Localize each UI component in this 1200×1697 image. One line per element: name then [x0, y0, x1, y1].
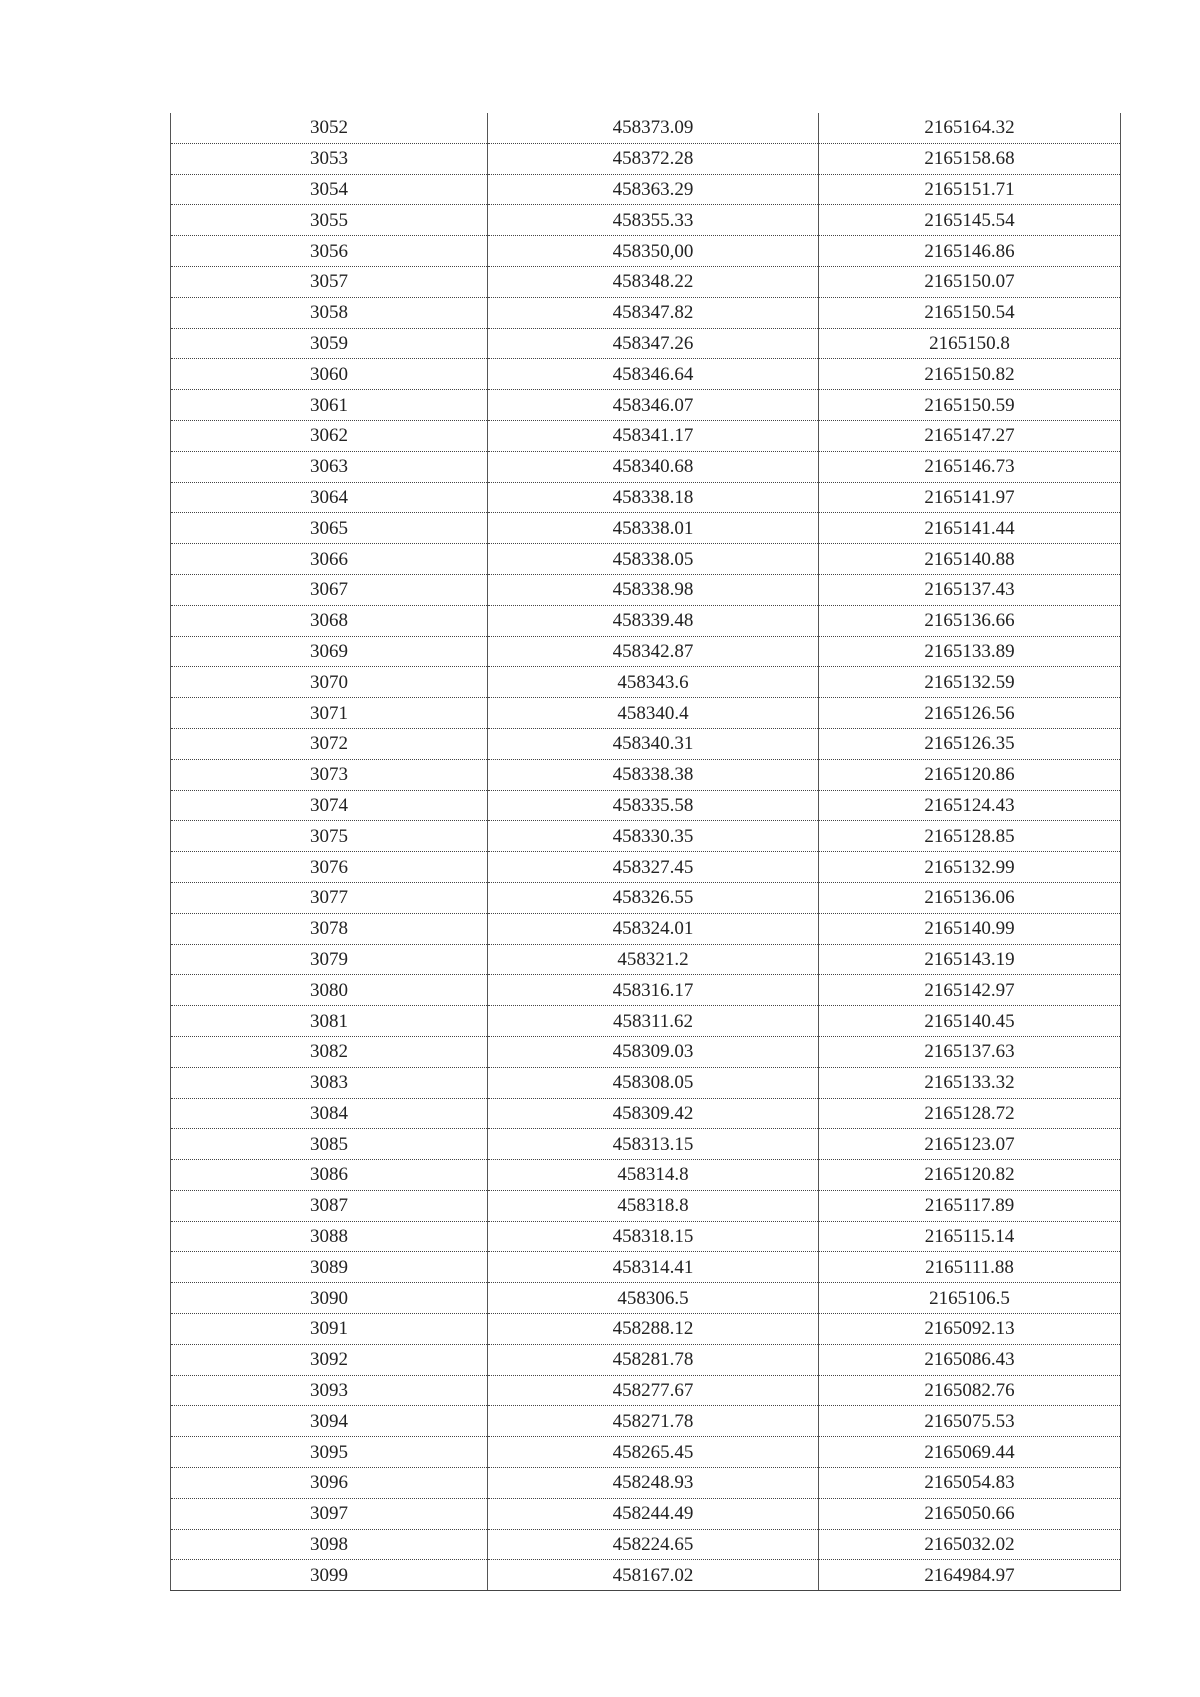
y-coordinate-cell: 2165086.43	[819, 1344, 1121, 1375]
point-number-cell: 3061	[171, 390, 488, 421]
x-coordinate-cell: 458324.01	[488, 913, 819, 944]
table-row	[171, 1560, 1121, 1591]
y-coordinate-cell: 2165126.56	[819, 698, 1121, 729]
table-row	[171, 944, 1121, 975]
y-coordinate-cell: 2165120.86	[819, 759, 1121, 790]
y-coordinate-cell: 2165075.53	[819, 1406, 1121, 1437]
table-row	[171, 1221, 1121, 1252]
point-number-cell: 3095	[171, 1437, 488, 1468]
y-coordinate-cell: 2164984.97	[819, 1560, 1121, 1591]
table-row	[171, 882, 1121, 913]
y-coordinate-cell: 2165032.02	[819, 1529, 1121, 1560]
table-row	[171, 821, 1121, 852]
point-number-cell: 3083	[171, 1067, 488, 1098]
table-row	[171, 1129, 1121, 1160]
y-coordinate-cell: 2165124.43	[819, 790, 1121, 821]
table-row	[171, 913, 1121, 944]
y-coordinate-cell: 2165111.88	[819, 1252, 1121, 1283]
y-coordinate-cell: 2165136.66	[819, 605, 1121, 636]
x-coordinate-cell: 458339.48	[488, 605, 819, 636]
table-row	[171, 1344, 1121, 1375]
table-row	[171, 1190, 1121, 1221]
table-row	[171, 852, 1121, 883]
coordinates-table	[170, 113, 1121, 1591]
y-coordinate-cell: 2165141.44	[819, 513, 1121, 544]
x-coordinate-cell: 458244.49	[488, 1498, 819, 1529]
x-coordinate-cell: 458281.78	[488, 1344, 819, 1375]
point-number-cell: 3082	[171, 1036, 488, 1067]
table-row	[171, 1006, 1121, 1037]
point-number-cell: 3057	[171, 266, 488, 297]
y-coordinate-cell: 2165146.86	[819, 236, 1121, 267]
y-coordinate-cell: 2165123.07	[819, 1129, 1121, 1160]
y-coordinate-cell: 2165069.44	[819, 1437, 1121, 1468]
table-row	[171, 636, 1121, 667]
x-coordinate-cell: 458306.5	[488, 1283, 819, 1314]
table-row	[171, 266, 1121, 297]
table-row	[171, 513, 1121, 544]
table-row	[171, 574, 1121, 605]
point-number-cell: 3086	[171, 1160, 488, 1191]
table-row	[171, 328, 1121, 359]
x-coordinate-cell: 458316.17	[488, 975, 819, 1006]
point-number-cell: 3062	[171, 420, 488, 451]
x-coordinate-cell: 458340.4	[488, 698, 819, 729]
point-number-cell: 3098	[171, 1529, 488, 1560]
table-row	[171, 1283, 1121, 1314]
point-number-cell: 3054	[171, 174, 488, 205]
point-number-cell: 3053	[171, 143, 488, 174]
x-coordinate-cell: 458318.8	[488, 1190, 819, 1221]
x-coordinate-cell: 458373.09	[488, 113, 819, 143]
point-number-cell: 3059	[171, 328, 488, 359]
y-coordinate-cell: 2165054.83	[819, 1468, 1121, 1499]
point-number-cell: 3052	[171, 113, 488, 143]
y-coordinate-cell: 2165133.32	[819, 1067, 1121, 1098]
y-coordinate-cell: 2165147.27	[819, 420, 1121, 451]
point-number-cell: 3056	[171, 236, 488, 267]
table-row	[171, 236, 1121, 267]
x-coordinate-cell: 458335.58	[488, 790, 819, 821]
point-number-cell: 3067	[171, 574, 488, 605]
y-coordinate-cell: 2165136.06	[819, 882, 1121, 913]
x-coordinate-cell: 458309.03	[488, 1036, 819, 1067]
table-row	[171, 113, 1121, 143]
point-number-cell: 3079	[171, 944, 488, 975]
table-row	[171, 1406, 1121, 1437]
y-coordinate-cell: 2165115.14	[819, 1221, 1121, 1252]
table-row	[171, 1252, 1121, 1283]
point-number-cell: 3092	[171, 1344, 488, 1375]
y-coordinate-cell: 2165151.71	[819, 174, 1121, 205]
point-number-cell: 3071	[171, 698, 488, 729]
table-row	[171, 482, 1121, 513]
x-coordinate-cell: 458330.35	[488, 821, 819, 852]
table-row	[171, 143, 1121, 174]
x-coordinate-cell: 458347.82	[488, 297, 819, 328]
y-coordinate-cell: 2165050.66	[819, 1498, 1121, 1529]
x-coordinate-cell: 458277.67	[488, 1375, 819, 1406]
point-number-cell: 3081	[171, 1006, 488, 1037]
table-row	[171, 1375, 1121, 1406]
point-number-cell: 3075	[171, 821, 488, 852]
x-coordinate-cell: 458326.55	[488, 882, 819, 913]
x-coordinate-cell: 458338.98	[488, 574, 819, 605]
y-coordinate-cell: 2165150.59	[819, 390, 1121, 421]
point-number-cell: 3063	[171, 451, 488, 482]
table-row	[171, 1160, 1121, 1191]
table-row	[171, 174, 1121, 205]
point-number-cell: 3085	[171, 1129, 488, 1160]
y-coordinate-cell: 2165082.76	[819, 1375, 1121, 1406]
x-coordinate-cell: 458314.8	[488, 1160, 819, 1191]
x-coordinate-cell: 458248.93	[488, 1468, 819, 1499]
y-coordinate-cell: 2165132.59	[819, 667, 1121, 698]
x-coordinate-cell: 458265.45	[488, 1437, 819, 1468]
x-coordinate-cell: 458343.6	[488, 667, 819, 698]
x-coordinate-cell: 458309.42	[488, 1098, 819, 1129]
y-coordinate-cell: 2165150.07	[819, 266, 1121, 297]
y-coordinate-cell: 2165142.97	[819, 975, 1121, 1006]
point-number-cell: 3066	[171, 544, 488, 575]
y-coordinate-cell: 2165133.89	[819, 636, 1121, 667]
y-coordinate-cell: 2165164.32	[819, 113, 1121, 143]
table-row	[171, 359, 1121, 390]
x-coordinate-cell: 458338.18	[488, 482, 819, 513]
point-number-cell: 3077	[171, 882, 488, 913]
x-coordinate-cell: 458346.64	[488, 359, 819, 390]
y-coordinate-cell: 2165140.45	[819, 1006, 1121, 1037]
point-number-cell: 3058	[171, 297, 488, 328]
x-coordinate-cell: 458372.28	[488, 143, 819, 174]
point-number-cell: 3084	[171, 1098, 488, 1129]
table-row	[171, 1437, 1121, 1468]
y-coordinate-cell: 2165143.19	[819, 944, 1121, 975]
x-coordinate-cell: 458167.02	[488, 1560, 819, 1591]
point-number-cell: 3068	[171, 605, 488, 636]
point-number-cell: 3072	[171, 728, 488, 759]
y-coordinate-cell: 2165092.13	[819, 1314, 1121, 1345]
point-number-cell: 3070	[171, 667, 488, 698]
table-row	[171, 451, 1121, 482]
x-coordinate-cell: 458271.78	[488, 1406, 819, 1437]
y-coordinate-cell: 2165137.63	[819, 1036, 1121, 1067]
table-row	[171, 605, 1121, 636]
x-coordinate-cell: 458338.38	[488, 759, 819, 790]
table-row	[171, 205, 1121, 236]
x-coordinate-cell: 458348.22	[488, 266, 819, 297]
table-row	[171, 390, 1121, 421]
point-number-cell: 3096	[171, 1468, 488, 1499]
x-coordinate-cell: 458346.07	[488, 390, 819, 421]
table-row	[171, 975, 1121, 1006]
y-coordinate-cell: 2165140.88	[819, 544, 1121, 575]
x-coordinate-cell: 458311.62	[488, 1006, 819, 1037]
point-number-cell: 3087	[171, 1190, 488, 1221]
point-number-cell: 3080	[171, 975, 488, 1006]
y-coordinate-cell: 2165120.82	[819, 1160, 1121, 1191]
x-coordinate-cell: 458321.2	[488, 944, 819, 975]
y-coordinate-cell: 2165150.82	[819, 359, 1121, 390]
point-number-cell: 3055	[171, 205, 488, 236]
point-number-cell: 3097	[171, 1498, 488, 1529]
x-coordinate-cell: 458224.65	[488, 1529, 819, 1560]
point-number-cell: 3099	[171, 1560, 488, 1591]
table-row	[171, 698, 1121, 729]
y-coordinate-cell: 2165146.73	[819, 451, 1121, 482]
point-number-cell: 3091	[171, 1314, 488, 1345]
coordinates-table-body	[171, 113, 1121, 1591]
x-coordinate-cell: 458363.29	[488, 174, 819, 205]
table-row	[171, 1098, 1121, 1129]
y-coordinate-cell: 2165158.68	[819, 143, 1121, 174]
x-coordinate-cell: 458355.33	[488, 205, 819, 236]
x-coordinate-cell: 458327.45	[488, 852, 819, 883]
point-number-cell: 3089	[171, 1252, 488, 1283]
table-row	[171, 1314, 1121, 1345]
y-coordinate-cell: 2165128.85	[819, 821, 1121, 852]
table-row	[171, 420, 1121, 451]
y-coordinate-cell: 2165150.8	[819, 328, 1121, 359]
point-number-cell: 3076	[171, 852, 488, 883]
y-coordinate-cell: 2165126.35	[819, 728, 1121, 759]
x-coordinate-cell: 458318.15	[488, 1221, 819, 1252]
table-row	[171, 1067, 1121, 1098]
point-number-cell: 3078	[171, 913, 488, 944]
table-row	[171, 297, 1121, 328]
point-number-cell: 3069	[171, 636, 488, 667]
x-coordinate-cell: 458288.12	[488, 1314, 819, 1345]
table-row	[171, 728, 1121, 759]
table-row	[171, 544, 1121, 575]
point-number-cell: 3093	[171, 1375, 488, 1406]
y-coordinate-cell: 2165141.97	[819, 482, 1121, 513]
point-number-cell: 3073	[171, 759, 488, 790]
table-row	[171, 1036, 1121, 1067]
point-number-cell: 3094	[171, 1406, 488, 1437]
y-coordinate-cell: 2165140.99	[819, 913, 1121, 944]
x-coordinate-cell: 458308.05	[488, 1067, 819, 1098]
x-coordinate-cell: 458338.05	[488, 544, 819, 575]
point-number-cell: 3088	[171, 1221, 488, 1252]
y-coordinate-cell: 2165106.5	[819, 1283, 1121, 1314]
x-coordinate-cell: 458338.01	[488, 513, 819, 544]
y-coordinate-cell: 2165132.99	[819, 852, 1121, 883]
x-coordinate-cell: 458340.31	[488, 728, 819, 759]
x-coordinate-cell: 458341.17	[488, 420, 819, 451]
table-row	[171, 1529, 1121, 1560]
y-coordinate-cell: 2165128.72	[819, 1098, 1121, 1129]
point-number-cell: 3060	[171, 359, 488, 390]
point-number-cell: 3065	[171, 513, 488, 544]
point-number-cell: 3074	[171, 790, 488, 821]
y-coordinate-cell: 2165150.54	[819, 297, 1121, 328]
x-coordinate-cell: 458347.26	[488, 328, 819, 359]
point-number-cell: 3064	[171, 482, 488, 513]
x-coordinate-cell: 458340.68	[488, 451, 819, 482]
table-row	[171, 1498, 1121, 1529]
table-row	[171, 759, 1121, 790]
table-row	[171, 667, 1121, 698]
y-coordinate-cell: 2165137.43	[819, 574, 1121, 605]
x-coordinate-cell: 458342.87	[488, 636, 819, 667]
table-row	[171, 1468, 1121, 1499]
x-coordinate-cell: 458313.15	[488, 1129, 819, 1160]
table-row	[171, 790, 1121, 821]
point-number-cell: 3090	[171, 1283, 488, 1314]
x-coordinate-cell: 458314.41	[488, 1252, 819, 1283]
y-coordinate-cell: 2165117.89	[819, 1190, 1121, 1221]
y-coordinate-cell: 2165145.54	[819, 205, 1121, 236]
x-coordinate-cell: 458350,00	[488, 236, 819, 267]
